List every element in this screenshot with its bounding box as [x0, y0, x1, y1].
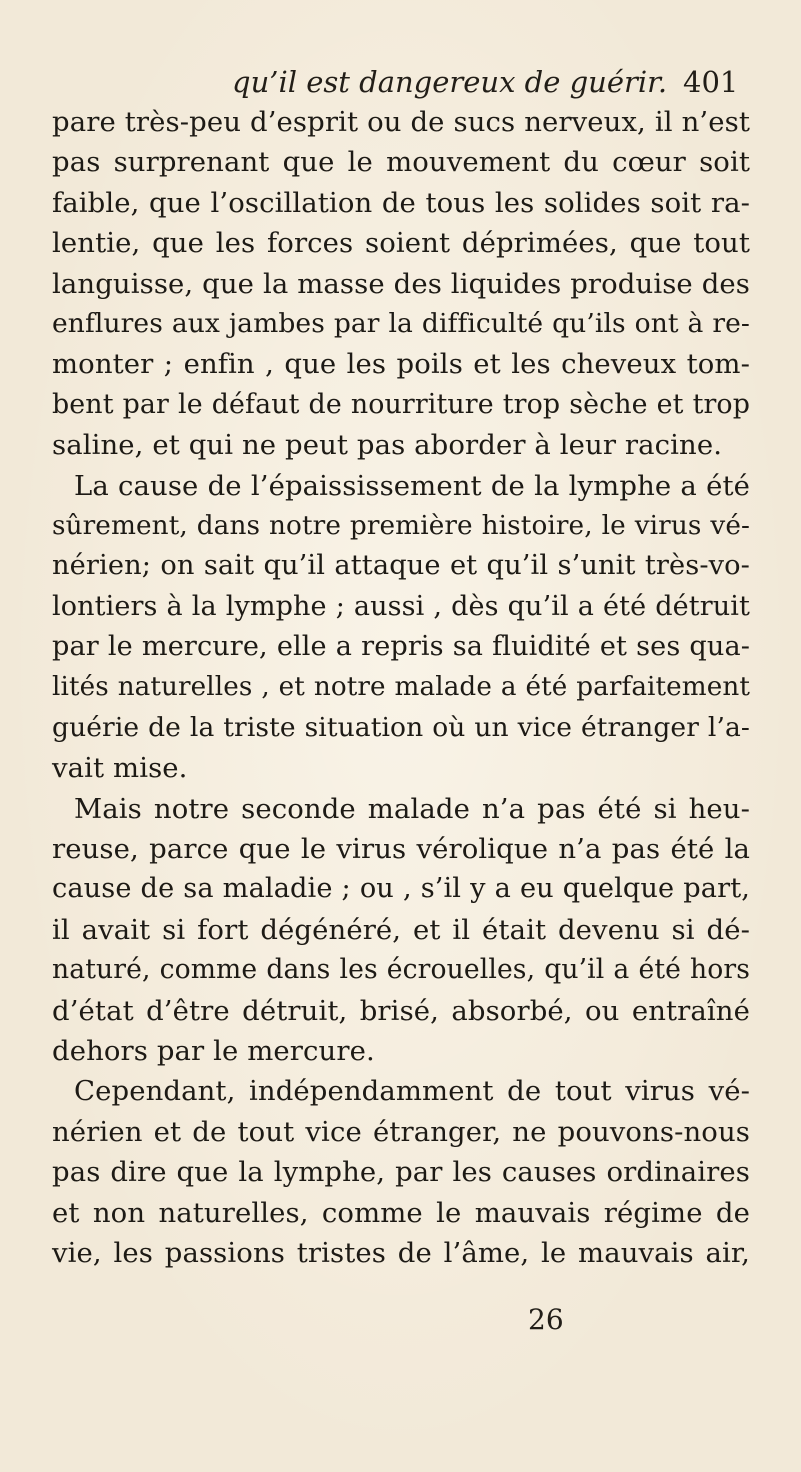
text-line: faible, que l’oscillation de tous les solides soit ra- — [52, 186, 750, 219]
text-line: reuse, parce que le virus vérolique n’a pas été la — [52, 833, 750, 866]
text-line: nérien; on sait qu’il attaque et qu’il s’unit très-vo- — [52, 550, 750, 582]
text-line: pas surprenant que le mouvement du cœur soit — [52, 146, 750, 179]
text-line: dehors par le mercure. — [52, 1034, 375, 1067]
text-line: vie, les passions tristes de l’âme, le mauvais air, — [52, 1236, 750, 1269]
paragraph-start-line: Cependant, indépendamment de tout virus vé- — [74, 1075, 750, 1108]
text-line: bent par le défaut de nourriture trop sèche et trop — [52, 388, 750, 420]
text-line: enflures aux jambes par la difficulté qu’ils ont à re- — [52, 307, 750, 339]
text-line: languisse, que la masse des liquides produise des — [52, 267, 750, 300]
text-line: lentie, que les forces soient déprimées, que tout — [52, 227, 750, 260]
text-line: guérie de la triste situation où un vice étranger l’a- — [52, 711, 750, 743]
page-number: 401 — [683, 65, 739, 99]
text-line: il avait si fort dégénéré, et il était devenu si dé- — [52, 913, 750, 946]
text-line: monter ; enfin , que les poils et les cheveux tom- — [52, 348, 750, 381]
text-line: naturé, comme dans les écrouelles, qu’il a été hors — [52, 954, 750, 986]
running-head — [0, 62, 801, 102]
paragraph-start-line: La cause de l’épaississement de la lymphe a été — [74, 469, 750, 502]
text-line: lités naturelles , et notre malade a été parfaitement — [52, 672, 750, 703]
text-line: pare très-peu d’esprit ou de sucs nerveux, il n’est — [52, 106, 750, 138]
text-line: d’état d’être détruit, brisé, absorbé, ou entraîné — [52, 994, 750, 1027]
paragraph-start-line: Mais notre seconde malade n’a pas été si heu- — [74, 792, 750, 825]
text-line: vait mise. — [52, 752, 188, 785]
text-line: sûrement, dans notre première histoire, le virus vé- — [52, 510, 750, 541]
text-line: lontiers à la lymphe ; aussi , dès qu’il a été détruit — [52, 590, 750, 622]
text-line: et non naturelles, comme le mauvais régime de — [52, 1196, 750, 1229]
signature-mark: 26 — [528, 1303, 564, 1336]
body-text — [52, 102, 750, 1273]
text-line: cause de sa maladie ; ou , s’il y a eu quelque part, — [52, 873, 750, 905]
text-line: saline, et qui ne peut pas aborder à leur racine. — [52, 429, 723, 462]
text-line: nérien et de tout vice étranger, ne pouvons-nous — [52, 1115, 750, 1148]
text-line: pas dire que la lymphe, par les causes ordinaires — [52, 1156, 750, 1189]
text-line: par le mercure, elle a repris sa fluidité et ses qua- — [52, 631, 750, 663]
running-title: qu’il est dangereux de guérir. — [232, 65, 668, 99]
